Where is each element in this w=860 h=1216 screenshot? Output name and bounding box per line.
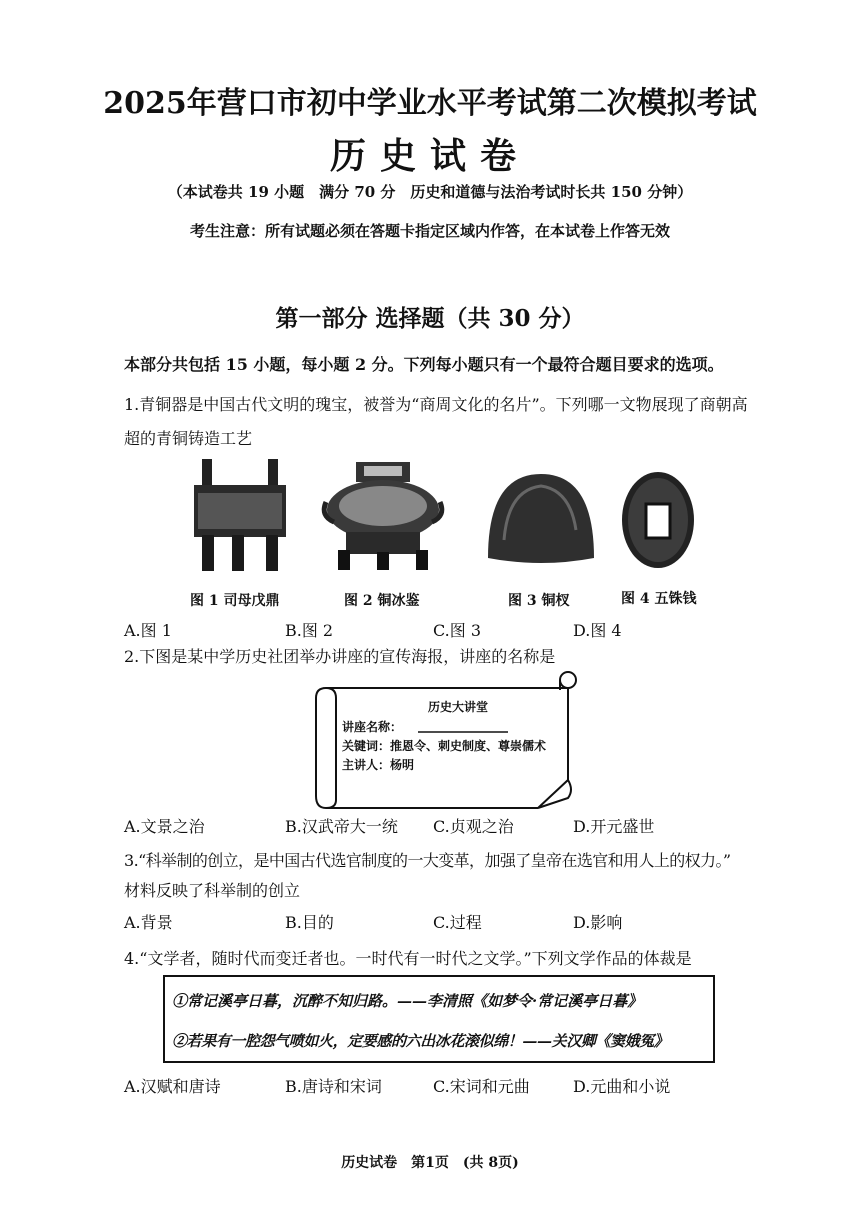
q3-option-b[interactable]: B.目的 [285,913,334,932]
section-title: 第一部分 选择题（共 30 分） [275,305,585,332]
page-footer: 历史试卷 第1页 (共 8页) [341,1155,519,1171]
q4-stem: 4.“文学者，随时代而变迁者也。一时代有一时代之文学。”下列文学作品的体裁是 [124,949,692,968]
q4-option-b[interactable]: B.唐诗和宋词 [285,1077,382,1096]
q3-option-c[interactable]: C.过程 [433,913,482,932]
figure-ding-icon [188,455,292,575]
q1-stem-line1: 1.青铜器是中国古代文明的瑰宝，被誉为“商周文化的名片”。下列哪一文物展现了商朝高 [124,395,748,414]
q3-stem-line2: 材料反映了科举制的创立 [124,881,301,900]
q2-option-c[interactable]: C.贞观之治 [433,817,514,836]
q4-option-d[interactable]: D.元曲和小说 [573,1077,671,1096]
q2-stem: 2.下图是某中学历史社团举办讲座的宣传海报，讲座的名称是 [124,647,556,666]
exam-subject: 历史试卷 [329,135,530,177]
q4-option-c[interactable]: C.宋词和元曲 [433,1077,530,1096]
q1-option-a[interactable]: A.图 1 [124,621,172,640]
figure4-caption: 图 4 五铢钱 [621,591,697,607]
figure-wuzhu-coin-icon [620,468,696,572]
q3-option-d[interactable]: D.影响 [573,913,623,932]
q2-option-d[interactable]: D.开元盛世 [573,817,655,836]
q2-option-b[interactable]: B.汉武帝大一统 [285,817,398,836]
poster-keywords: 关键词：推恩令、刺史制度、尊崇儒术 [342,739,547,753]
figure3-caption: 图 3 铜杈 [508,593,570,609]
figure1-caption: 图 1 司母戊鼎 [190,593,280,609]
q4-quote-1: ①常记溪亭日暮，沉醉不知归路。——李清照《如梦令·常记溪亭日暮》 [172,992,643,1010]
poster-title: 历史大讲堂 [428,700,489,714]
exam-notice: 考生注意：所有试题必须在答题卡指定区域内作答，在本试卷上作答无效 [189,222,670,240]
q1-option-c[interactable]: C.图 3 [433,621,482,640]
q4-quote-2: ②若果有一腔怨气喷如火，定要感的六出冰花滚似绵！——关汉卿《窦娥冤》 [172,1032,669,1050]
q1-option-b[interactable]: B.图 2 [285,621,334,640]
figure-bronze-dome-icon [484,470,598,570]
q1-option-d[interactable]: D.图 4 [573,621,622,640]
poster-lecture-name: 讲座名称： [342,720,403,734]
poster-speaker: 主讲人：杨明 [342,758,415,772]
q3-stem-line1: 3.“科举制的创立，是中国古代选官制度的一大变革，加强了皇帝在选官和用人上的权力。” [124,851,731,870]
exam-title: 2025年营口市初中学业水平考试第二次模拟考试 [103,86,757,121]
q2-option-a[interactable]: A.文景之治 [124,817,205,836]
exam-info: （本试卷共 19 小题 满分 70 分 历史和道德与法治考试时长共 150 分钟） [167,183,693,201]
q3-option-a[interactable]: A.背景 [124,913,173,932]
q1-stem-line2: 超的青铜铸造工艺 [124,429,253,448]
figure-bronze-ice-box-icon [320,458,446,574]
q4-option-a[interactable]: A.汉赋和唐诗 [124,1077,221,1096]
section-instructions: 本部分共包括 15 小题，每小题 2 分。下列每小题只有一个最符合题目要求的选项。 [124,355,724,374]
figure2-caption: 图 2 铜冰鉴 [344,593,420,609]
